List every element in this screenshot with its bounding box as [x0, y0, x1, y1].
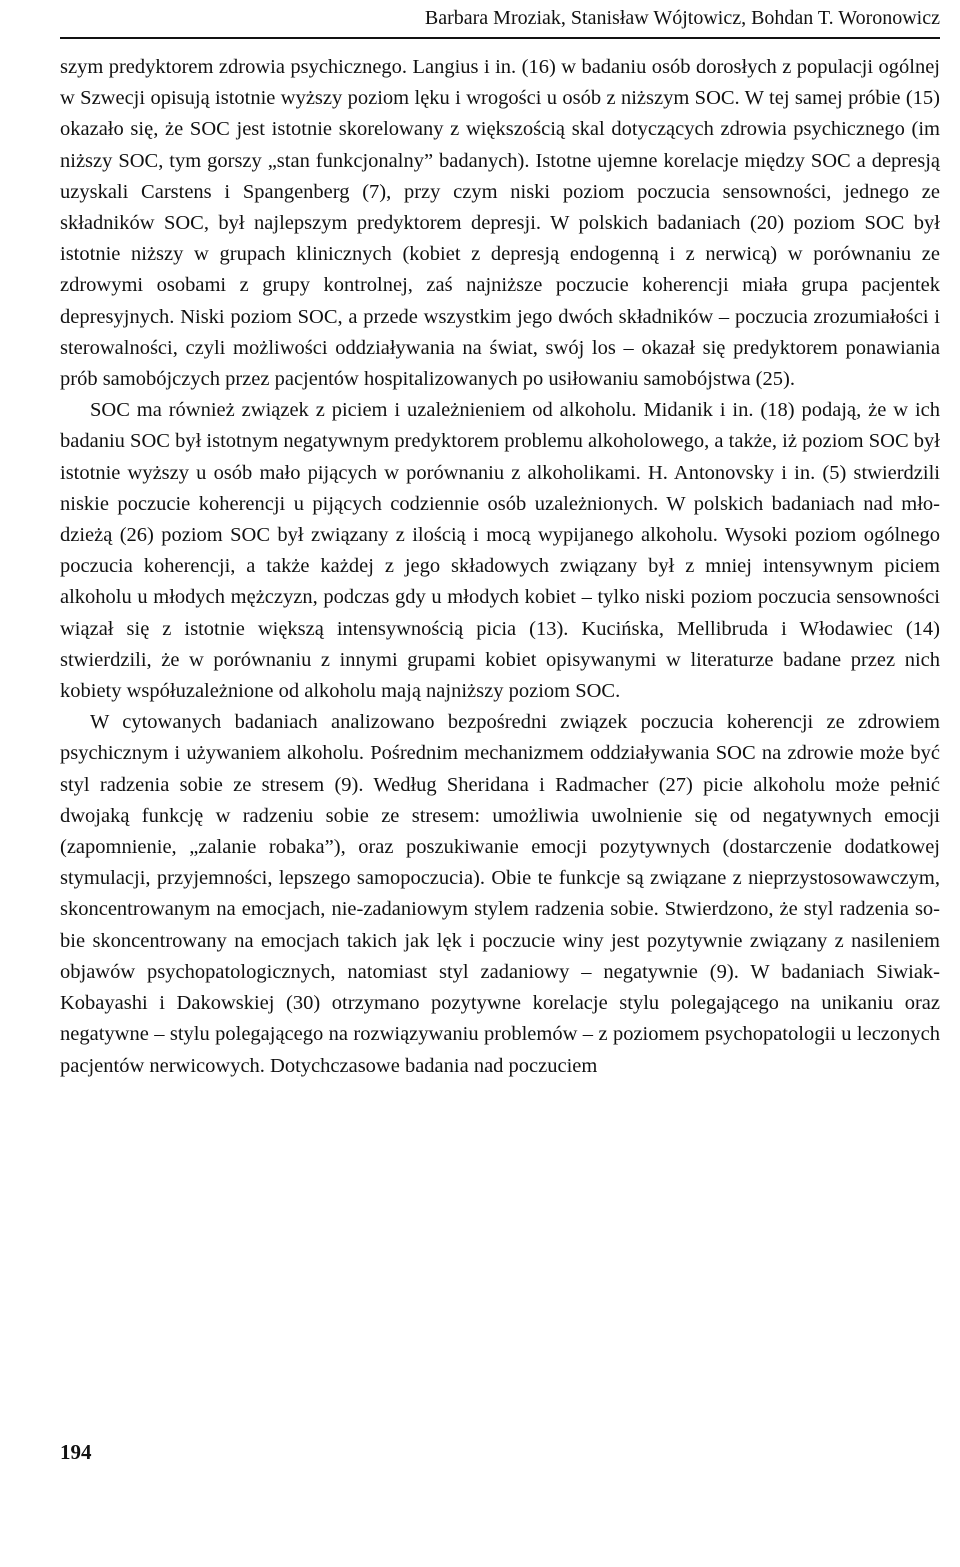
header-rule: [60, 37, 940, 39]
paragraph-alcohol: SOC ma również związek z piciem i uzależnieniem od alkoholu. Midanik i in. (18) podają, że w ich badaniu SOC był istotnym negatywnym predyktorem problemu alkoholowego, a także, iż poziom SOC był istotnie wyższy u osób mało pijących w porównaniu z alkoholikami. H. Antonovsky i in. (5) stwierdzili niskie poczucie koherencji u pijących codziennie osób uzależnionych. W polskich badaniach nad młodzieżą (26) poziom SOC był związany z ilością i mocą wypijanego alkoholu. Wysoki poziom ogólnego poczucia koherencji, a także każdej z jego składowych związany był z mniej intensywnym piciem alkoholu u młodych mężczyzn, podczas gdy u młodych kobiet – tylko niski poziom poczucia sensowności wiązał się z istotnie większą intensywnością picia (13). Kucińska, Mellibruda i Włodawiec (14) stwierdzili, że w porównaniu z innymi grupami kobiet opisywanymi w literaturze badane przez nich kobiety współuzależnione od alkoholu mają najniższy poziom SOC.: [60, 399, 940, 703]
paragraph-coping: W cytowanych badaniach analizowano bezpośredni związek poczucia koherencji ze zdrowiem psychicznym i używaniem alkoholu. Pośrednim mechanizmem oddziaływania SOC na zdrowie może być styl radzenia sobie ze stresem (9). Według Sheridana i Radmacher (27) picie alkoholu może pełnić dwojaką funkcję w radzeniu sobie ze stresem: umożliwia uwolnienie się od negatywnych emocji (zapomnienie, „zalanie robaka”), oraz poszukiwanie emocji pozytywnych (dostarczenie dodatkowej stymulacji, przyjemności, lepszego samopoczucia). Obie te funkcje są związane z nieprzystosowawczym, skoncentrowanym na emocjach, nie-zadaniowym stylem radzenia sobie. Stwierdzono, że styl radzenia sobie skoncentrowany na emocjach takich jak lęk i poczucie winy jest pozytywnie związany z nasileniem objawów psychopatologicznych, natomiast styl zadaniowy – negatywnie (9). W badaniach Siwiak-Kobayashi i Dakowskiej (30) otrzymano pozytywne korelacje stylu polegającego na unikaniu oraz negatywne – stylu polegającego na rozwiązywaniu problemów – z poziomem psychopatologii u leczonych pacjentów nerwicowych. Dotychczasowe badania nad poczuciem: [60, 711, 940, 1077]
article-body: [60, 52, 940, 1082]
running-header-authors: Barbara Mroziak, Stanisław Wójtowicz, Bohdan T. Woronowicz: [424, 7, 940, 29]
paragraph-continuation: szym predyktorem zdrowia psychicznego. Langius i in. (16) w badaniu osób dorosłych z populacji ogólnej w Szwecji opisują istotnie wyższy poziom lęku i wrogości u osób z niższym SOC. W tej samej próbie (15) okazało się, że SOC jest istotnie skorelowany z większością skal dotyczących zdrowia psychicznego (im niższy SOC, tym gorszy „stan funkcjonalny” badanych). Istotne ujemne korelacje między SOC a depresją uzyskali Carstens i Spangenberg (7), przy czym niski poziom poczucia sensowności, jednego ze składników SOC, był najlepszym predyktorem depresji. W polskich badaniach (20) poziom SOC był istotnie niższy w grupach klinicznych (kobiet z depresją endogenną i z nerwicą) w porównaniu ze zdrowymi osobami z grupy kontrolnej, zaś najniższe poczucie koherencji miała grupa pacjentek depresyjnych. Niski poziom SOC, a przede wszystkim jego dwóch składników – poczucia zrozumiałości i sterowalności, czyli możliwości oddziaływania na świat, swój los – okazał się predyktorem ponawiania prób samobójczych przez pacjentów hospitalizowanych po usiłowaniu samobójstwa (25).: [60, 56, 940, 391]
page-number: 194: [60, 1440, 92, 1464]
